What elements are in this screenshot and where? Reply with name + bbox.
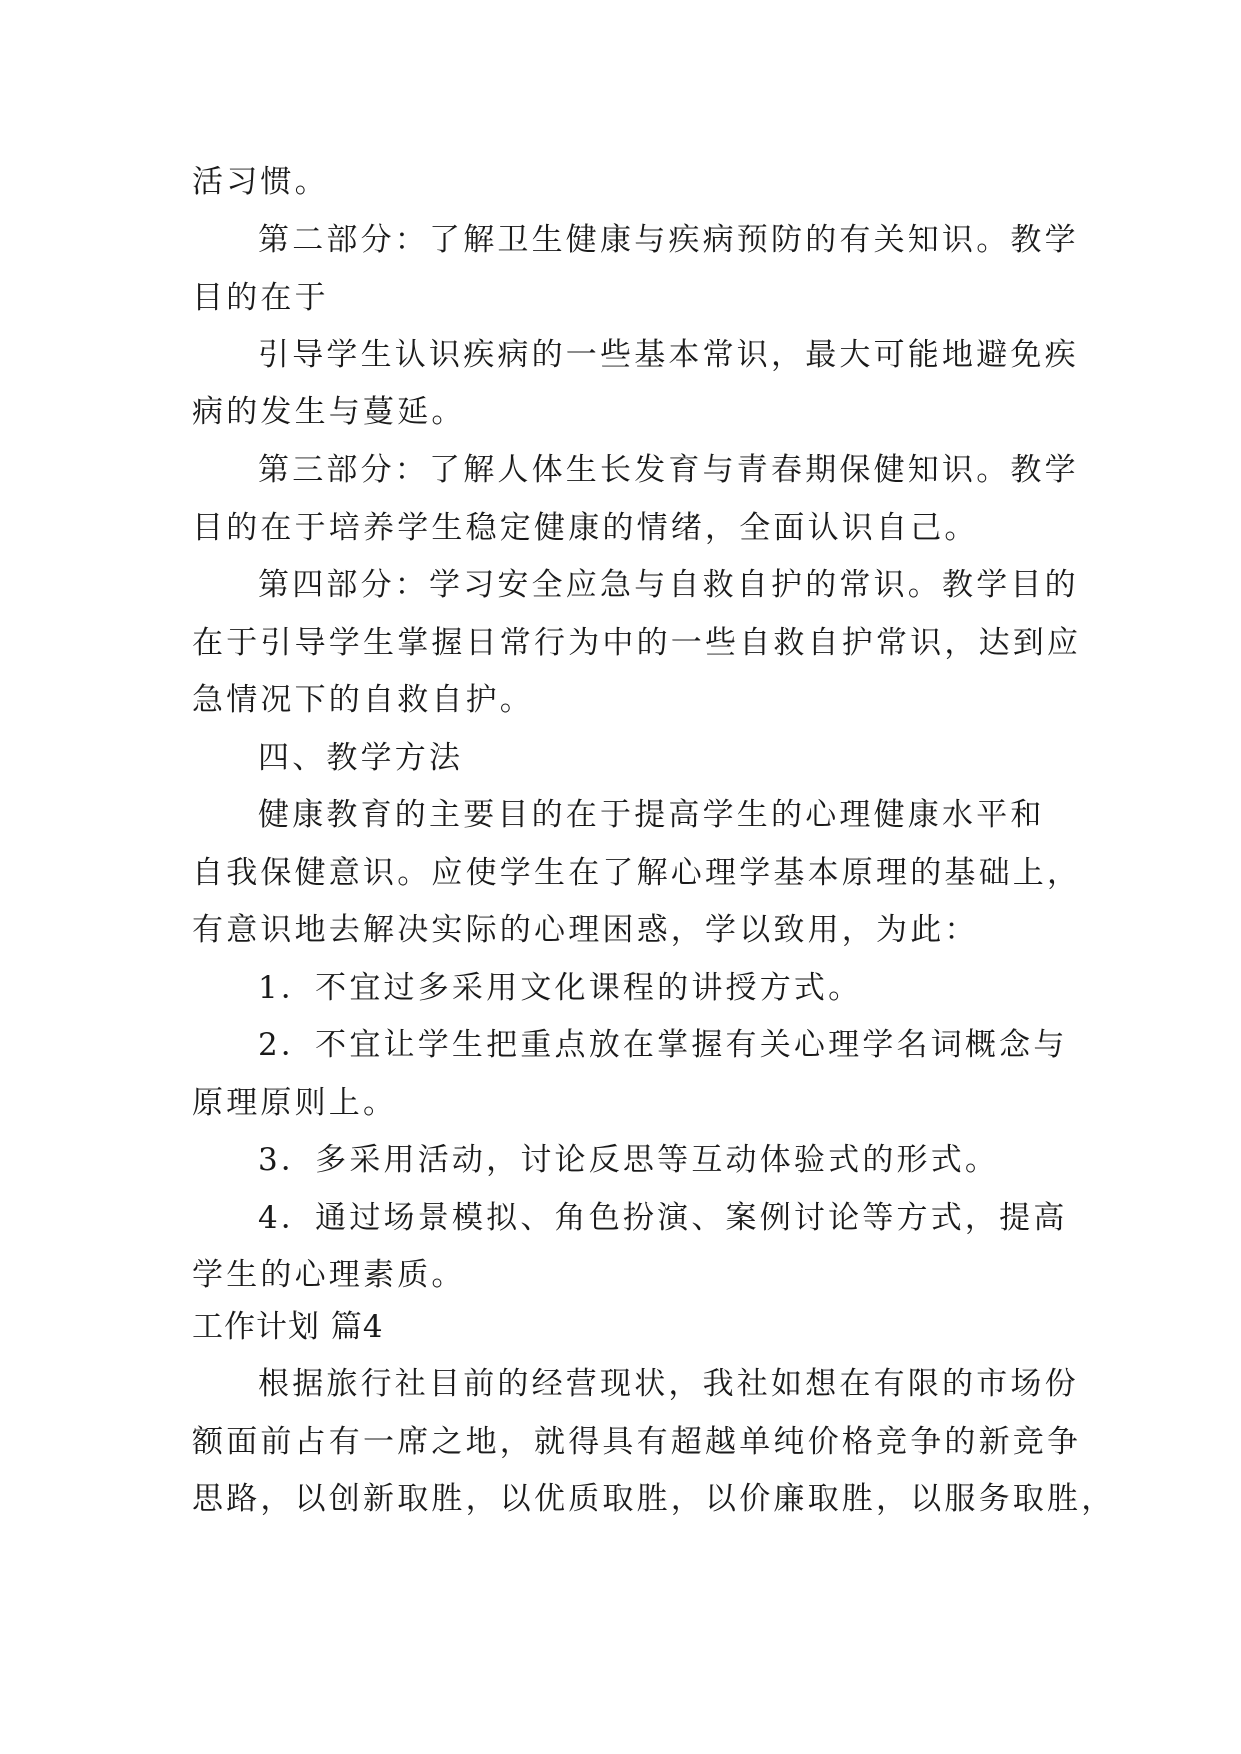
text-line: 原理原则上。 (192, 1085, 398, 1121)
list-item: 3．多采用活动，讨论反思等互动体验式的形式。 (258, 1142, 1000, 1178)
list-item: 2．不宜让学生把重点放在掌握有关心理学名词概念与 (258, 1027, 1068, 1063)
section-title: 工作计划 篇4 (192, 1309, 384, 1345)
section-heading: 四、教学方法 (258, 740, 464, 776)
text-line: 在于引导学生掌握日常行为中的一些自救自护常识，达到应 (192, 625, 1082, 661)
text-line: 根据旅行社目前的经营现状，我社如想在有限的市场份 (258, 1366, 1079, 1402)
text-line: 活习惯。 (192, 164, 329, 200)
text-line: 学生的心理素质。 (192, 1257, 466, 1293)
text-line: 急情况下的自救自护。 (192, 682, 534, 718)
text-line: 第三部分：了解人体生长发育与青春期保健知识。教学 (258, 452, 1079, 488)
text-line: 目的在于培养学生稳定健康的情绪，全面认识自己。 (192, 510, 979, 546)
list-item: 1．不宜过多采用文化课程的讲授方式。 (258, 970, 863, 1006)
text-line: 第四部分：学习安全应急与自救自护的常识。教学目的 (258, 567, 1079, 603)
text-line: 自我保健意识。应使学生在了解心理学基本原理的基础上， (192, 855, 1082, 891)
text-line: 病的发生与蔓延。 (192, 394, 466, 430)
text-line: 健康教育的主要目的在于提高学生的心理健康水平和 (258, 797, 1045, 833)
text-line: 有意识地去解决实际的心理困惑，学以致用，为此： (192, 912, 979, 948)
text-line: 引导学生认识疾病的一些基本常识，最大可能地避免疾 (258, 337, 1079, 373)
text-line: 思路，以创新取胜，以优质取胜，以价廉取胜，以服务取胜， (192, 1481, 1116, 1517)
text-line: 目的在于 (192, 280, 329, 316)
list-item: 4．通过场景模拟、角色扮演、案例讨论等方式，提高 (258, 1200, 1068, 1236)
text-line: 第二部分：了解卫生健康与疾病预防的有关知识。教学 (258, 222, 1079, 258)
text-line: 额面前占有一席之地，就得具有超越单纯价格竞争的新竞争 (192, 1424, 1082, 1460)
